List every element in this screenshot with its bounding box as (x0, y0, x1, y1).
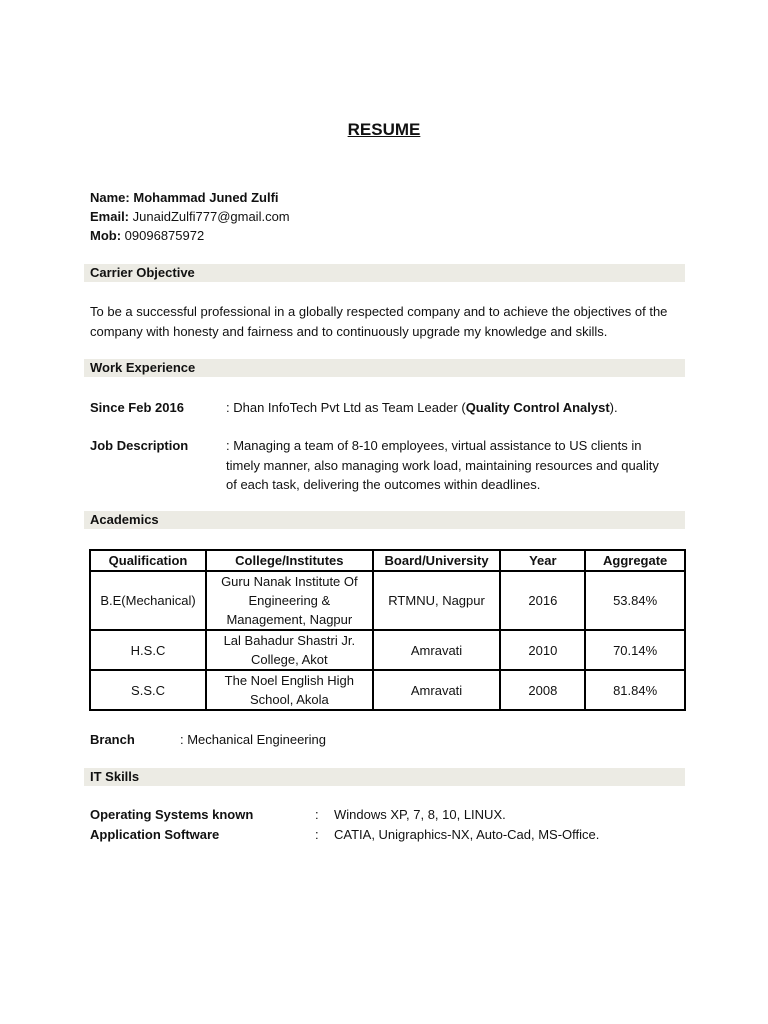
cell-year: 2008 (500, 670, 585, 710)
cell-qualification: B.E(Mechanical) (90, 571, 206, 630)
mob-label: Mob: (90, 228, 122, 243)
cell-year: 2016 (500, 571, 585, 630)
section-heading-it-skills: IT Skills (84, 768, 685, 786)
cell-college: The Noel English High School, Akola (206, 670, 373, 710)
cell-aggregate: 53.84% (585, 571, 685, 630)
app-colon: : (315, 827, 319, 842)
header-college: College/Institutes (206, 550, 373, 571)
header-board: Board/University (373, 550, 501, 571)
cell-qualification: H.S.C (90, 630, 206, 670)
since-prefix: : Dhan InfoTech Pvt Ltd as Team Leader ( (226, 400, 466, 415)
branch-label: Branch (90, 732, 135, 747)
mob-value: 09096875972 (124, 228, 205, 243)
academics-table (89, 549, 686, 711)
cell-aggregate: 81.84% (585, 670, 685, 710)
job-label: Job Description (90, 438, 189, 453)
os-label: Operating Systems known (90, 807, 254, 822)
header-aggregate: Aggregate (585, 550, 685, 571)
cell-qualification: S.S.C (90, 670, 206, 710)
email-line (90, 207, 290, 226)
os-colon: : (315, 807, 319, 822)
table-header-row (90, 550, 685, 571)
since-label: Since Feb 2016 (90, 400, 184, 415)
cell-board: Amravati (373, 630, 501, 670)
os-value: Windows XP, 7, 8, 10, LINUX. (334, 807, 506, 822)
email-label: Email: (90, 209, 130, 224)
header-qualification: Qualification (90, 550, 206, 571)
cell-year: 2010 (500, 630, 585, 670)
since-value (226, 398, 618, 418)
table-row (90, 571, 685, 630)
mob-line (90, 226, 204, 245)
app-value: CATIA, Unigraphics-NX, Auto-Cad, MS-Office. (334, 827, 600, 842)
job-text: : Managing a team of 8-10 employees, virtual assistance to US clients in timely manner, also managing work load, maintaining resources and quality of each task, delivering the outcomes within deadlines. (226, 438, 659, 492)
section-heading-academics: Academics (84, 511, 685, 529)
name-value: Mohammad Juned Zulfi (133, 190, 279, 205)
section-heading-objective: Carrier Objective (84, 264, 685, 282)
name-line (90, 188, 279, 207)
email-value: JunaidZulfi777@gmail.com (132, 209, 290, 224)
app-label: Application Software (90, 827, 220, 842)
cell-board: Amravati (373, 670, 501, 710)
since-role: Quality Control Analyst (465, 400, 610, 415)
branch-value: : Mechanical Engineering (180, 732, 326, 747)
page-title: RESUME (347, 120, 421, 139)
cell-aggregate: 70.14% (585, 630, 685, 670)
cell-college: Guru Nanak Institute Of Engineering & Management, Nagpur (206, 571, 373, 630)
cell-college: Lal Bahadur Shastri Jr. College, Akot (206, 630, 373, 670)
objective-text: To be a successful professional in a globally respected company and to achieve the objectives of the company with honesty and fairness and to continuously upgrade my knowledge and skills. (90, 304, 668, 339)
header-year: Year (500, 550, 585, 571)
name-label: Name: (90, 190, 130, 205)
table-row (90, 670, 685, 710)
cell-board: RTMNU, Nagpur (373, 571, 501, 630)
section-heading-experience: Work Experience (84, 359, 685, 377)
since-suffix: ). (609, 400, 618, 415)
table-row (90, 630, 685, 670)
